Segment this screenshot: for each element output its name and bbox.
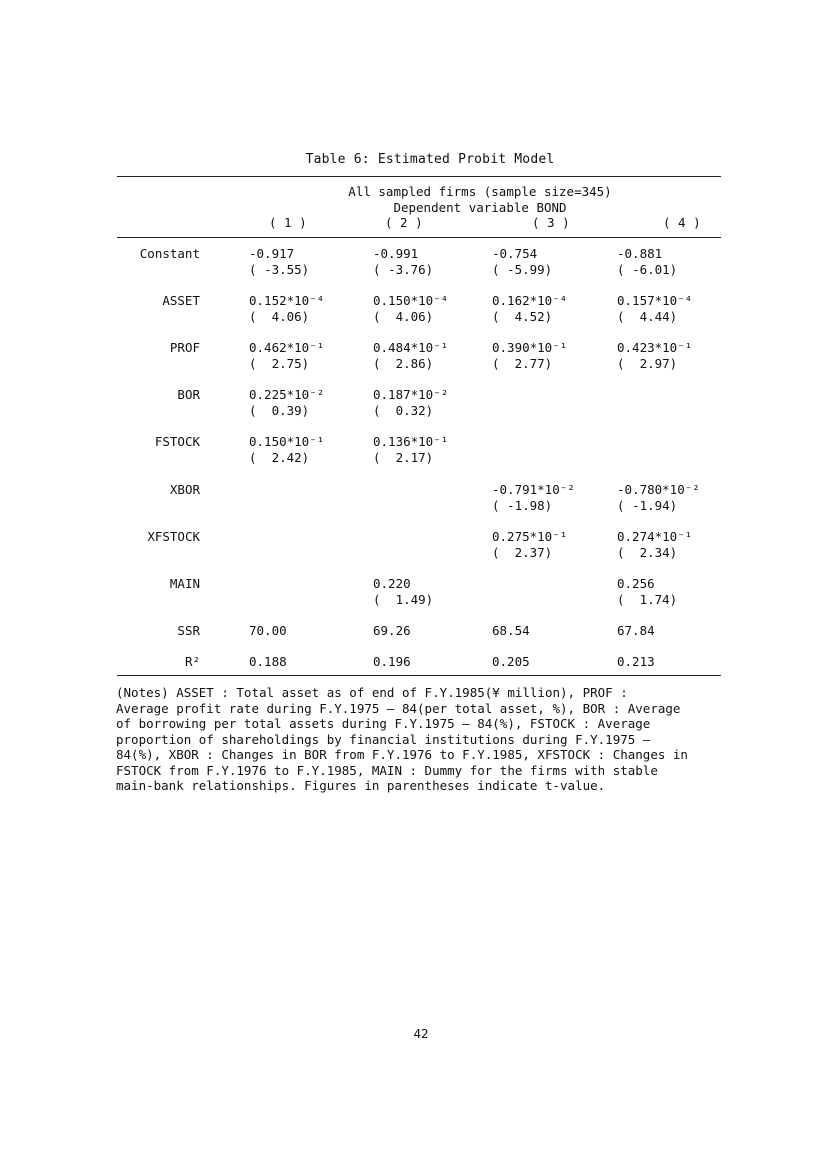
row-label: Constant xyxy=(139,246,200,261)
coefficient-value: 0.462*10⁻¹ xyxy=(249,340,325,355)
t-value: ( -5.99) xyxy=(492,262,553,277)
notes-line: main-bank relationships. Figures in parentheses indicate t-value. xyxy=(116,778,606,793)
table-cell xyxy=(249,293,324,325)
table-cell xyxy=(492,293,567,325)
coefficient-value: -0.881 xyxy=(617,246,663,261)
t-value: ( 2.34) xyxy=(617,545,678,560)
notes-line: of borrowing per total assets during F.Y.1975 — 84(%), FSTOCK : Average xyxy=(116,716,651,731)
t-value: ( 2.75) xyxy=(249,356,310,371)
coefficient-value: 70.00 xyxy=(249,623,287,638)
row-label: MAIN xyxy=(169,576,200,591)
table-cell xyxy=(492,340,567,372)
t-value: ( 2.42) xyxy=(249,450,310,465)
t-value: ( 4.06) xyxy=(249,309,310,324)
notes-line: proportion of shareholdings by financial institutions during F.Y.1975 — xyxy=(116,731,651,747)
table-cell xyxy=(617,482,700,514)
table-cell xyxy=(617,654,655,670)
row-label: PROF xyxy=(169,340,200,355)
table-cell xyxy=(492,529,567,561)
t-value: ( 4.44) xyxy=(617,309,678,324)
coefficient-value: 68.54 xyxy=(492,623,530,638)
coefficient-value: -0.917 xyxy=(249,246,295,261)
column-header-4: ( 4 ) xyxy=(663,215,701,230)
coefficient-value: 0.196 xyxy=(373,654,411,669)
coefficient-value: 0.157*10⁻⁴ xyxy=(617,293,693,308)
t-value: ( 4.52) xyxy=(492,309,553,324)
coefficient-value: -0.991 xyxy=(373,246,419,261)
row-label: XFSTOCK xyxy=(147,529,200,544)
coefficient-value: -0.780*10⁻² xyxy=(617,482,700,497)
notes-line: (Notes) ASSET : Total asset as of end of F.Y.1985(¥ million), PROF : xyxy=(116,685,628,700)
table-cell xyxy=(617,246,677,278)
table-cell xyxy=(492,246,552,278)
t-value: ( -1.98) xyxy=(492,498,553,513)
row-label: ASSET xyxy=(162,293,200,308)
t-value: ( 0.32) xyxy=(373,403,434,418)
row-label: BOR xyxy=(177,387,200,402)
t-value: ( 2.86) xyxy=(373,356,434,371)
header-dependent-line: Dependent variable BOND xyxy=(393,200,567,215)
column-header-2: ( 2 ) xyxy=(385,215,423,230)
top-rule xyxy=(117,176,721,177)
coefficient-value: 0.275*10⁻¹ xyxy=(492,529,568,544)
table-cell xyxy=(249,434,324,466)
table-cell xyxy=(249,246,309,278)
t-value: ( 2.97) xyxy=(617,356,678,371)
row-label: R² xyxy=(184,654,200,669)
notes-line: 84(%), XBOR : Changes in BOR from F.Y.1976 to F.Y.1985, XFSTOCK : Changes in xyxy=(116,747,688,762)
table-cell xyxy=(373,387,448,419)
coefficient-value: 0.423*10⁻¹ xyxy=(617,340,693,355)
coefficient-value: 0.136*10⁻¹ xyxy=(373,434,449,449)
table-cell xyxy=(492,623,530,639)
coefficient-value: 0.484*10⁻¹ xyxy=(373,340,449,355)
t-value: ( -6.01) xyxy=(617,262,678,277)
column-header-1: ( 1 ) xyxy=(269,215,307,230)
table-cell xyxy=(617,529,692,561)
table-cell xyxy=(373,340,448,372)
coefficient-value: 0.150*10⁻⁴ xyxy=(373,293,449,308)
table-cell xyxy=(373,434,448,466)
table-cell xyxy=(617,623,655,639)
t-value: ( 1.74) xyxy=(617,592,678,607)
notes-line: FSTOCK from F.Y.1976 to F.Y.1985, MAIN : Dummy for the firms with stable xyxy=(116,762,658,778)
coefficient-value: 0.274*10⁻¹ xyxy=(617,529,693,544)
table-cell xyxy=(492,654,530,670)
t-value: ( 1.49) xyxy=(373,592,434,607)
table-cell xyxy=(492,482,575,514)
row-label: SSR xyxy=(177,623,200,638)
table-cell xyxy=(373,576,433,608)
table-cell xyxy=(249,387,324,419)
coefficient-value: 0.150*10⁻¹ xyxy=(249,434,325,449)
t-value: ( 2.37) xyxy=(492,545,553,560)
coefficient-value: 0.205 xyxy=(492,654,530,669)
table-notes xyxy=(116,685,748,794)
coefficient-value: 69.26 xyxy=(373,623,411,638)
bottom-rule xyxy=(117,675,721,676)
column-header-3: ( 3 ) xyxy=(532,215,570,230)
header-rule xyxy=(117,237,721,238)
table-cell xyxy=(617,340,692,372)
coefficient-value: 0.390*10⁻¹ xyxy=(492,340,568,355)
page-number: 42 xyxy=(413,1026,429,1041)
t-value: ( 2.17) xyxy=(373,450,434,465)
table-cell xyxy=(249,340,324,372)
table-cell xyxy=(617,293,692,325)
t-value: ( 2.77) xyxy=(492,356,553,371)
t-value: ( -3.76) xyxy=(373,262,434,277)
table-cell xyxy=(373,293,448,325)
t-value: ( -1.94) xyxy=(617,498,678,513)
coefficient-value: 0.162*10⁻⁴ xyxy=(492,293,568,308)
header-sample-line: All sampled firms (sample size=345) xyxy=(348,184,612,199)
table-title: Table 6: Estimated Probit Model xyxy=(305,152,555,167)
notes-line: Average profit rate during F.Y.1975 — 84(per total asset, %), BOR : Average xyxy=(116,700,681,716)
t-value: ( 4.06) xyxy=(373,309,434,324)
coefficient-value: 0.256 xyxy=(617,576,655,591)
coefficient-value: 0.225*10⁻² xyxy=(249,387,325,402)
coefficient-value: 0.187*10⁻² xyxy=(373,387,449,402)
t-value: ( 0.39) xyxy=(249,403,310,418)
table-cell xyxy=(373,246,433,278)
coefficient-value: -0.754 xyxy=(492,246,538,261)
coefficient-value: 0.188 xyxy=(249,654,287,669)
coefficient-value: 0.220 xyxy=(373,576,411,591)
table-cell xyxy=(249,654,287,670)
table-cell xyxy=(373,654,411,670)
coefficient-value: 0.213 xyxy=(617,654,655,669)
table-cell xyxy=(617,576,677,608)
row-label: XBOR xyxy=(169,482,200,497)
row-label: FSTOCK xyxy=(154,434,200,449)
table-cell xyxy=(373,623,411,639)
t-value: ( -3.55) xyxy=(249,262,310,277)
coefficient-value: 0.152*10⁻⁴ xyxy=(249,293,325,308)
table-cell xyxy=(249,623,287,639)
coefficient-value: -0.791*10⁻² xyxy=(492,482,575,497)
coefficient-value: 67.84 xyxy=(617,623,655,638)
